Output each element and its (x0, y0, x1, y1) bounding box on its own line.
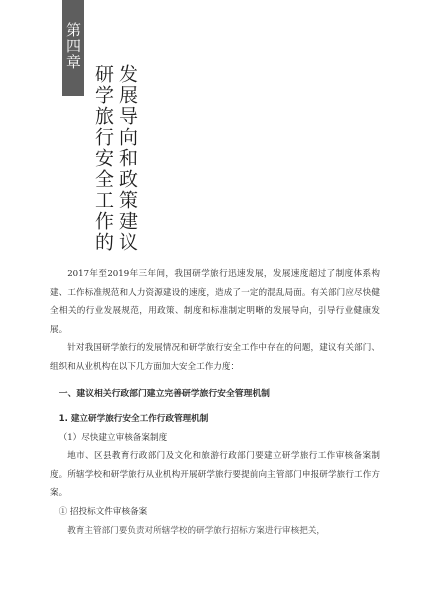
chapter-title-line-2: 研学旅行安全工作的 (92, 64, 114, 253)
chapter-number-tab: 第四章 (62, 0, 84, 96)
section-heading: 一、建议相关行政部门建立完善研学旅行安全管理机制 (58, 388, 270, 399)
paragraph-intro: 2017年至2019年三年间，我国研学旅行迅速发展，发展速度超过了制度体系构建、工作标准规范和人力资源建设的速度，造成了一定的混乱局面。有关部门应尽快健全相关的行业发展规范，用政策、制度和标准制定明晰的发展导向，引导行业健康发展。 (50, 269, 380, 335)
paragraph-review-system: 地市、区县教育行政部门及文化和旅游行政部门要建立研学旅行工作审核备案制度。所辖学校和研学旅行从业机构开展研学旅行要提前向主管部门申报研学旅行工作方案。 (50, 451, 380, 499)
paragraph-suggestions: 针对我国研学旅行的发展情况和研学旅行安全工作中存在的问题，建议有关部门、组织和从业机构在以下几方面加大安全工作力度： (50, 343, 380, 372)
paragraph-bidding: 教育主管部门要负责对所辖学校的研学旅行招标方案进行审核把关， (67, 525, 326, 536)
subitem-heading: ① 招投标文件审核备案 (58, 506, 148, 517)
item-heading: （1）尽快建立审核备案制度 (58, 432, 168, 443)
subsection-heading: 1. 建立研学旅行安全工作行政管理机制 (58, 413, 209, 424)
body-text (50, 265, 380, 540)
chapter-title-line-1: 发展导向和政策建议 (116, 64, 138, 253)
